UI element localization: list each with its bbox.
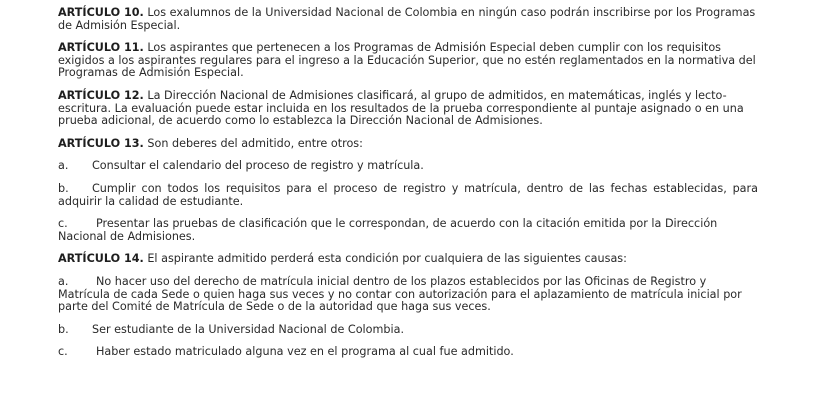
- article-label: ARTÍCULO 13.: [58, 136, 144, 150]
- document-body: [58, 7, 758, 359]
- article-text: Los aspirantes que pertenecen a los Programas de Admisión Especial deben cumplir con los requisitos exigidos a los aspirantes regulares para el ingreso a la Educación Superior, que no estén reglamentados en la normativa del Programas de Admisión Especial.: [58, 41, 756, 80]
- list-item: [58, 276, 758, 314]
- item-letter: c.: [58, 345, 68, 359]
- list-item: [58, 324, 758, 337]
- article-label: ARTÍCULO 11.: [58, 41, 144, 55]
- article-12: [58, 90, 758, 128]
- article-label: ARTÍCULO 12.: [58, 88, 144, 102]
- item-text: Ser estudiante de la Universidad Nacional de Colombia.: [92, 322, 405, 336]
- item-text: No hacer uso del derecho de matrícula inicial dentro de los plazos establecidos por las Oficinas de Registro y Matrícula de cada Sede o quien haga sus veces y no contar con autorización para el aplazamiento de matrícula inicial por parte del Comité de Matrícula de Sede o de la autoridad que haga sus veces.: [58, 274, 742, 314]
- item-letter: a.: [58, 274, 69, 288]
- item-letter: b.: [58, 322, 69, 336]
- article-11: [58, 42, 758, 80]
- article-text: Son deberes del admitido, entre otros:: [143, 136, 363, 150]
- article-text: La Dirección Nacional de Admisiones clasificará, al grupo de admitidos, en matemáticas, inglés y lecto-escritura. La evaluación puede estar incluida en los resultados de la prueba correspondiente al puntaje asignado o en una prueba adicional, de acuerdo como lo establezca la Dirección Nacional de Admisiones.: [58, 88, 744, 128]
- article-text: Los exalumnos de la Universidad Nacional de Colombia en ningún caso podrán inscribirse por los Programas de Admisión Especial.: [58, 6, 756, 32]
- item-letter: a.: [58, 159, 69, 173]
- item-text: Presentar las pruebas de clasificación que le correspondan, de acuerdo con la citación emitida por la Dirección Nacional de Admisiones.: [58, 217, 718, 243]
- article-10: [58, 7, 758, 32]
- item-letter: c.: [58, 217, 68, 231]
- list-item: [58, 160, 758, 173]
- item-letter: b.: [58, 181, 69, 195]
- list-item: [58, 346, 758, 359]
- item-text: Consultar el calendario del proceso de registro y matrícula.: [92, 159, 424, 173]
- item-text: Haber estado matriculado alguna vez en el programa al cual fue admitido.: [96, 345, 514, 359]
- list-item: [58, 183, 758, 208]
- article-14: [58, 253, 758, 266]
- article-label: ARTÍCULO 14.: [58, 252, 144, 266]
- article-13: [58, 138, 758, 151]
- article-label: ARTÍCULO 10.: [58, 6, 144, 19]
- item-text: Cumplir con todos los requisitos para el proceso de registro y matrícula, dentro de las fechas establecidas, para adquirir la calidad de estudiante.: [58, 181, 758, 208]
- list-item: [58, 218, 758, 243]
- article-text: El aspirante admitido perderá esta condición por cualquiera de las siguientes causas:: [143, 252, 627, 266]
